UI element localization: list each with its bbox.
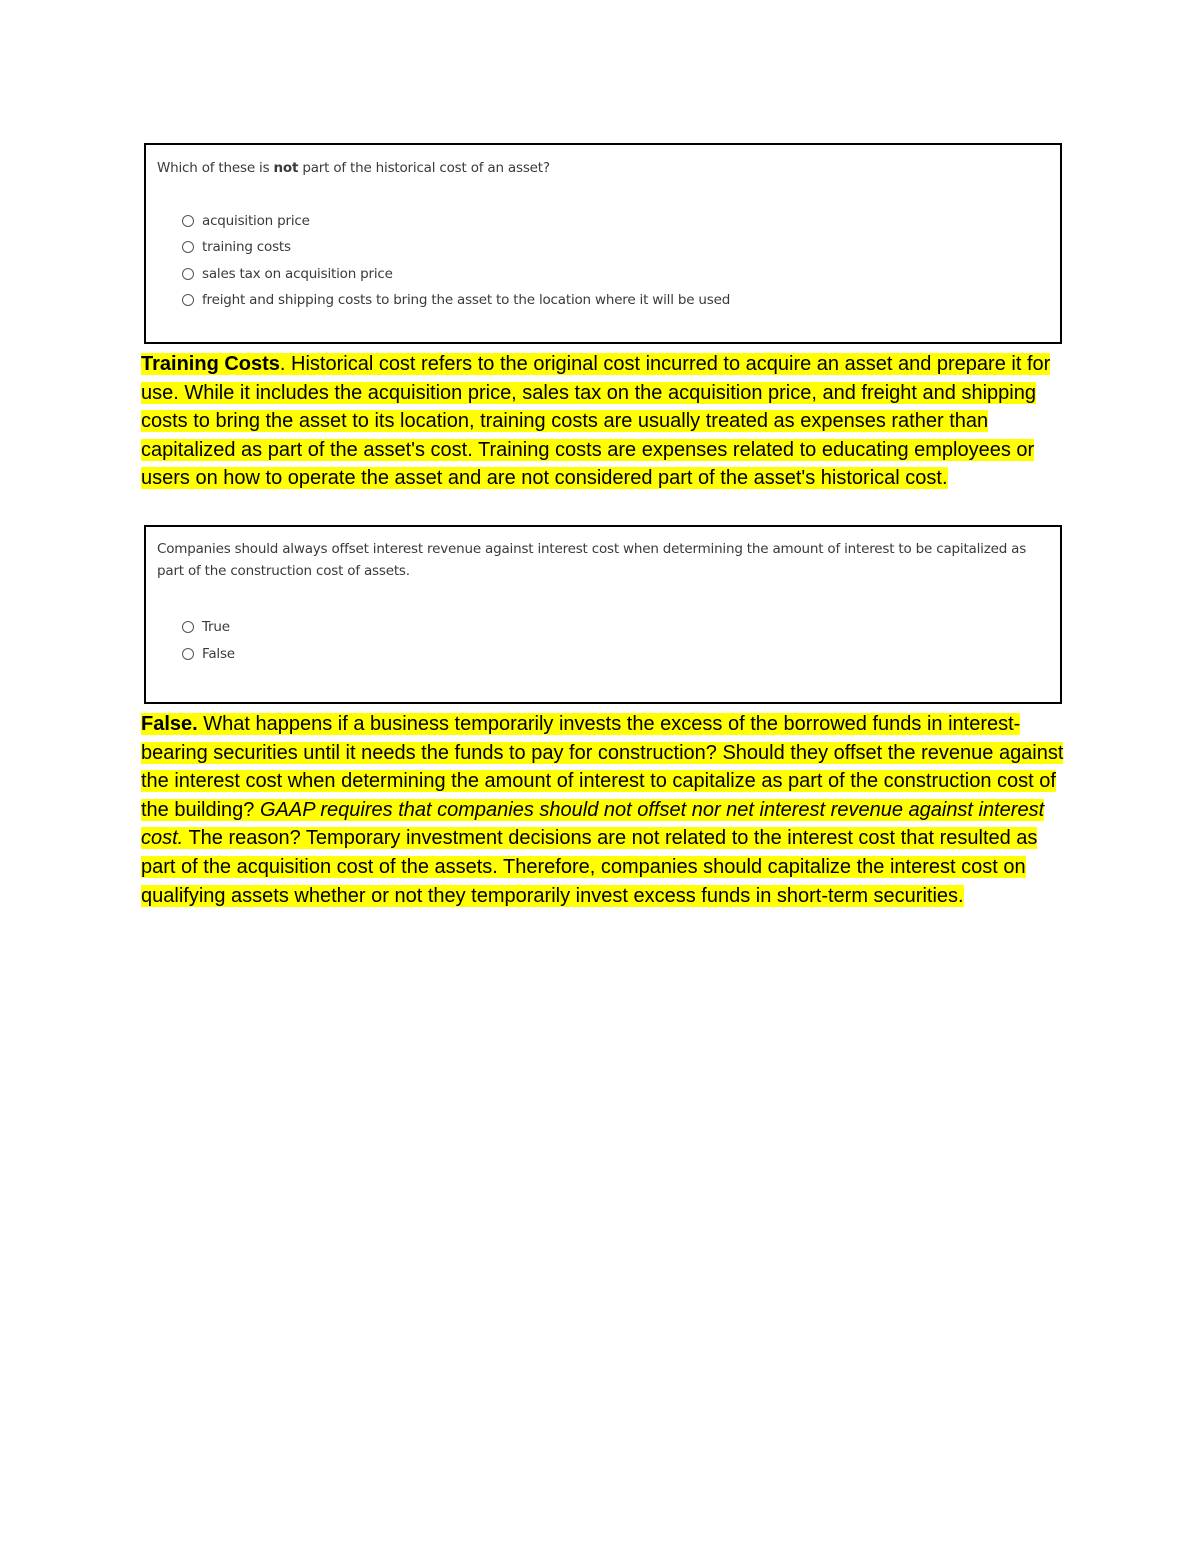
- radio-button[interactable]: [182, 294, 194, 306]
- option-false[interactable]: [182, 640, 235, 667]
- option-label: freight and shipping costs to bring the asset to the location where it will be used: [202, 292, 731, 309]
- question-2-options: [182, 613, 235, 667]
- option-label: False: [202, 645, 235, 662]
- option-acquisition-price[interactable]: [182, 208, 730, 234]
- option-sales-tax[interactable]: [182, 261, 730, 287]
- answer-2-italic: GAAP requires that companies should not offset nor net interest revenue against interest cost.: [141, 798, 1045, 850]
- radio-button[interactable]: [182, 648, 194, 660]
- answer-1-body: . Historical cost refers to the original cost incurred to acquire an asset and prepare it for use. While it includes the acquisition price, sales tax on the acquisition price, and freight and shipping costs to bring the asset to its location, training costs are usually treated as expenses rather than capitalized as part of the asset's cost. Training costs are expenses related to educating employees or users on how to operate the asset and are not considered part of the asset's historical cost.: [141, 353, 1051, 490]
- question-2-text: Companies should always offset interest revenue against interest cost when determining the amount of interest to be capitalized as part of the construction cost of assets.: [157, 541, 1027, 579]
- radio-button[interactable]: [182, 621, 194, 633]
- radio-button[interactable]: [182, 268, 194, 280]
- question-1-emphasis: not: [273, 160, 299, 176]
- radio-button[interactable]: [182, 241, 194, 253]
- answer-2-heading: False.: [141, 713, 198, 735]
- option-label: sales tax on acquisition price: [202, 265, 393, 282]
- answer-1-heading: Training Costs: [141, 353, 280, 375]
- answer-1-paragraph: [141, 350, 1066, 493]
- option-freight-shipping[interactable]: [182, 287, 730, 313]
- option-true[interactable]: [182, 613, 235, 640]
- question-1-options: [182, 208, 730, 313]
- option-training-costs[interactable]: [182, 234, 730, 260]
- question-2-screenshot: [144, 525, 1062, 704]
- answer-2-paragraph: [141, 710, 1066, 910]
- option-label: training costs: [202, 239, 291, 256]
- question-1-text: Which of these is not part of the historical cost of an asset?: [157, 160, 550, 176]
- radio-button[interactable]: [182, 215, 194, 227]
- answer-2-body-start: What happens if a business temporarily invests the excess of the borrowed funds in interest-bearing securities until it needs the funds to pay for construction? Should they offset the revenue against the interest cost when determining the amount of interest to capitalize as part of the construction cost of the building?: [141, 713, 1064, 821]
- option-label: acquisition price: [202, 213, 310, 230]
- option-label: True: [202, 618, 230, 635]
- answer-2-body-end: The reason? Temporary investment decisions are not related to the interest cost that resulted as part of the acquisition cost of the assets. Therefore, companies should capitalize the interest cost on qualifying assets whether or not they temporarily invest excess funds in short-term securities.: [141, 827, 1038, 907]
- question-1-screenshot: [144, 143, 1062, 344]
